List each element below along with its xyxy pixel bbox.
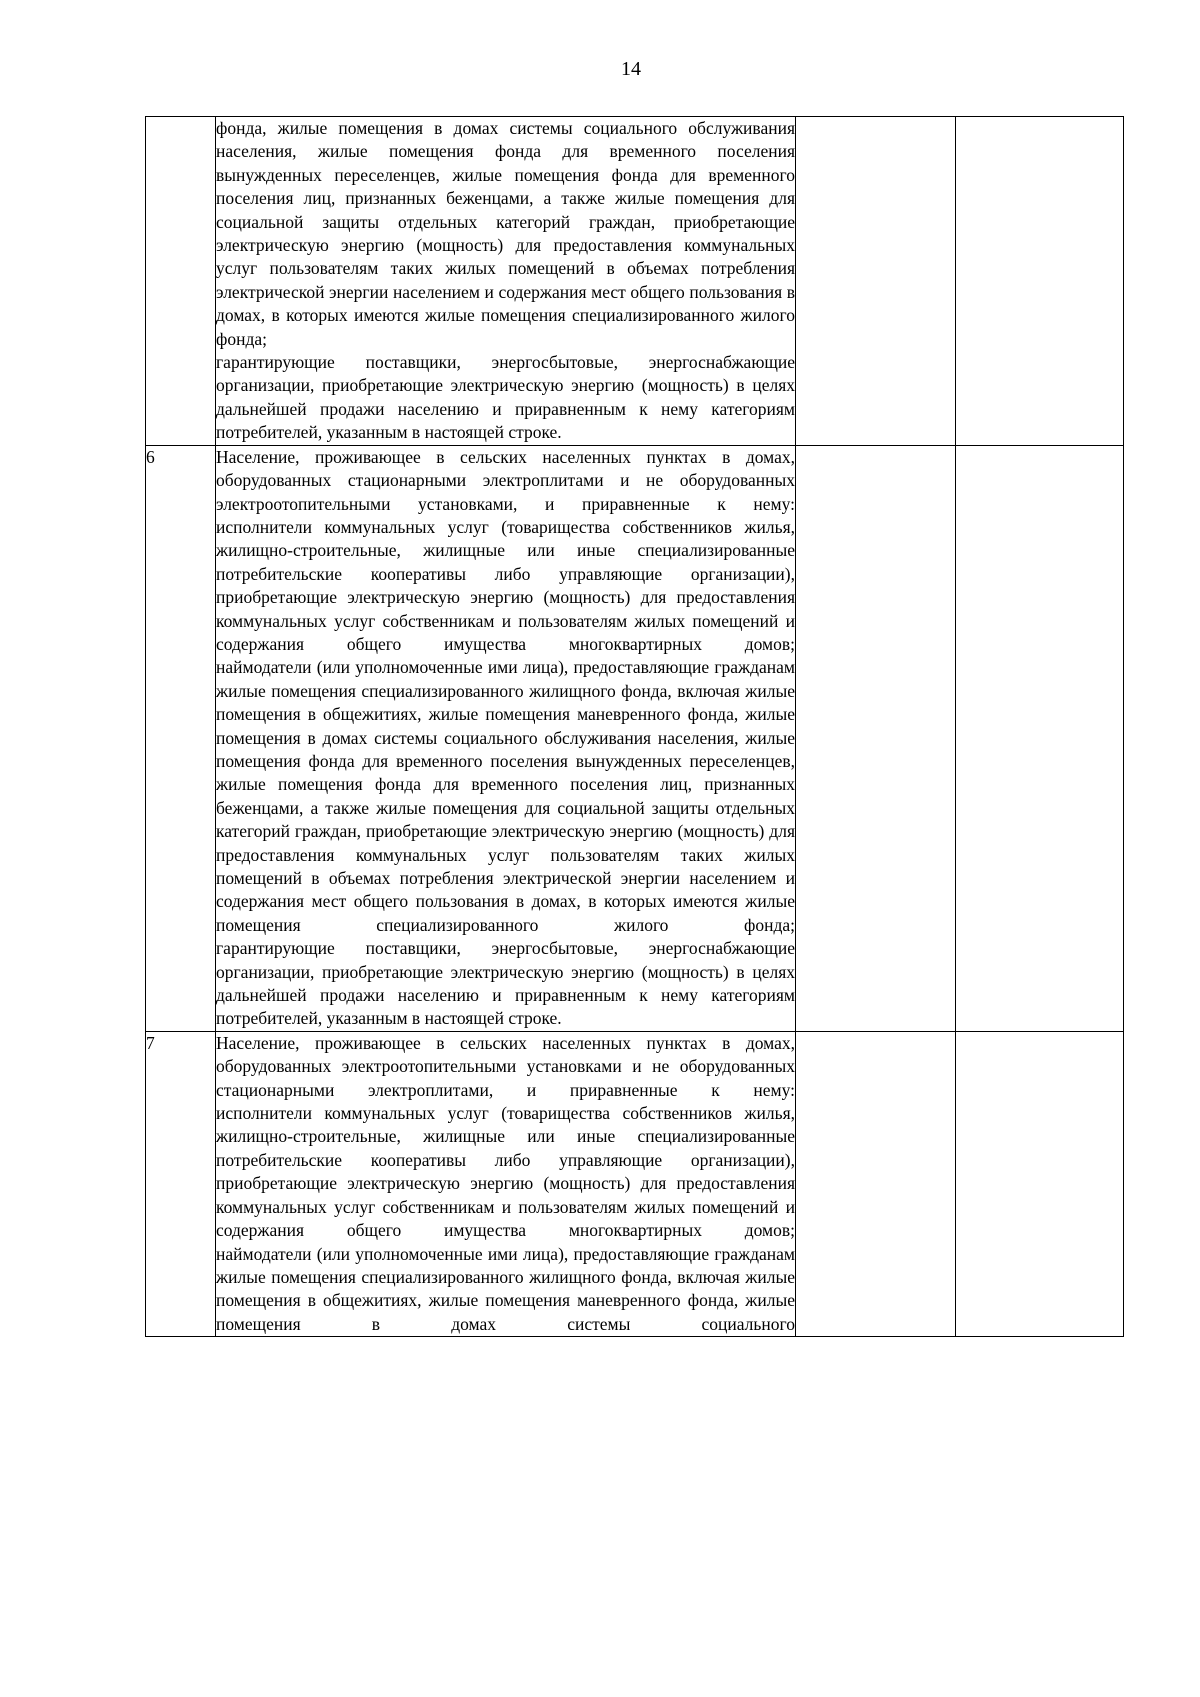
description-paragraph: фонда, жилые помещения в домах системы социального обслуживания населения, жилые помещения фонда для временного поселения вынужденных переселенцев, жилые помещения фонда для временного поселения лиц, признанных беженцами, а также жилые помещения для социальной защиты отдельных категорий граждан, приобретающие электрическую энергию (мощность) для предоставления коммунальных услуг пользователям таких жилых помещений в объемах потребления электрической энергии населением и содержания мест общего пользования в домах, в которых имеются жилые помещения специализированного жилого фонда; [216, 118, 795, 349]
description-paragraph: наймодатели (или уполномоченные ими лица), предоставляющие гражданам жилые помещения специализированного жилищного фонда, включая жилые помещения в общежитиях, жилые помещения маневренного фонда, жилые помещения в домах системы социального обслуживания населения, жилые помещения фонда для временного поселения вынужденных переселенцев, жилые помещения фонда для временного поселения лиц, признанных беженцами, а также жилые помещения для социальной защиты отдельных категорий граждан, приобретающие электрическую энергию (мощность) для предоставления коммунальных услуг пользователям таких жилых помещений в объемах потребления электрической энергии населением и содержания мест общего пользования в домах, в которых имеются жилые помещения специализированного жилого фонда; [216, 657, 795, 935]
empty-cell [956, 117, 1124, 446]
tariff-table [145, 116, 1124, 1337]
description-paragraph: Население, проживающее в сельских населенных пунктах в домах, оборудованных стационарными электроплитами и не оборудованных электроотопительными установками, и приравненные к нему: [216, 446, 795, 514]
table-row [146, 445, 1124, 1031]
table-row [146, 1031, 1124, 1336]
consumer-description-cell [216, 117, 796, 446]
consumer-description-cell [216, 1031, 796, 1336]
row-number-cell: 7 [146, 1031, 216, 1336]
empty-cell [796, 117, 956, 446]
empty-cell [956, 445, 1124, 1031]
description-paragraph: гарантирующие поставщики, энергосбытовые, энергоснабжающие организации, приобретающие электрическую энергию (мощность) в целях дальнейшей продажи населению и приравненным к нему категориям потребителей, указанным в настоящей строке. [216, 938, 795, 1029]
description-paragraph: исполнители коммунальных услуг (товарищества собственников жилья, жилищно-строительные, жилищные или иные специализированные потребительские кооперативы либо управляющие организации), приобретающие электрическую энергию (мощность) для предоставления коммунальных услуг собственникам и пользователям жилых помещений и содержания общего имущества многоквартирных домов; [216, 1103, 795, 1241]
empty-cell [796, 1031, 956, 1336]
description-paragraph: Население, проживающее в сельских населенных пунктах в домах, оборудованных электроотопительными установками и не оборудованных стационарными электроплитами, и приравненные к нему: [216, 1032, 795, 1100]
page-number: 14 [621, 58, 641, 80]
table-row [146, 117, 1124, 446]
consumer-description-cell [216, 445, 796, 1031]
row-number-cell [146, 117, 216, 446]
empty-cell [956, 1031, 1124, 1336]
row-number-cell: 6 [146, 445, 216, 1031]
description-paragraph: наймодатели (или уполномоченные ими лица), предоставляющие гражданам жилые помещения специализированного жилищного фонда, включая жилые помещения в общежитиях, жилые помещения маневренного фонда, жилые помещения в домах системы социального [216, 1243, 795, 1334]
description-paragraph: гарантирующие поставщики, энергосбытовые, энергоснабжающие организации, приобретающие электрическую энергию (мощность) в целях дальнейшей продажи населению и приравненным к нему категориям потребителей, указанным в настоящей строке. [216, 352, 795, 443]
empty-cell [796, 445, 956, 1031]
description-paragraph: исполнители коммунальных услуг (товарищества собственников жилья, жилищно-строительные, жилищные или иные специализированные потребительские кооперативы либо управляющие организации), приобретающие электрическую энергию (мощность) для предоставления коммунальных услуг собственникам и пользователям жилых помещений и содержания общего имущества многоквартирных домов; [216, 516, 795, 654]
